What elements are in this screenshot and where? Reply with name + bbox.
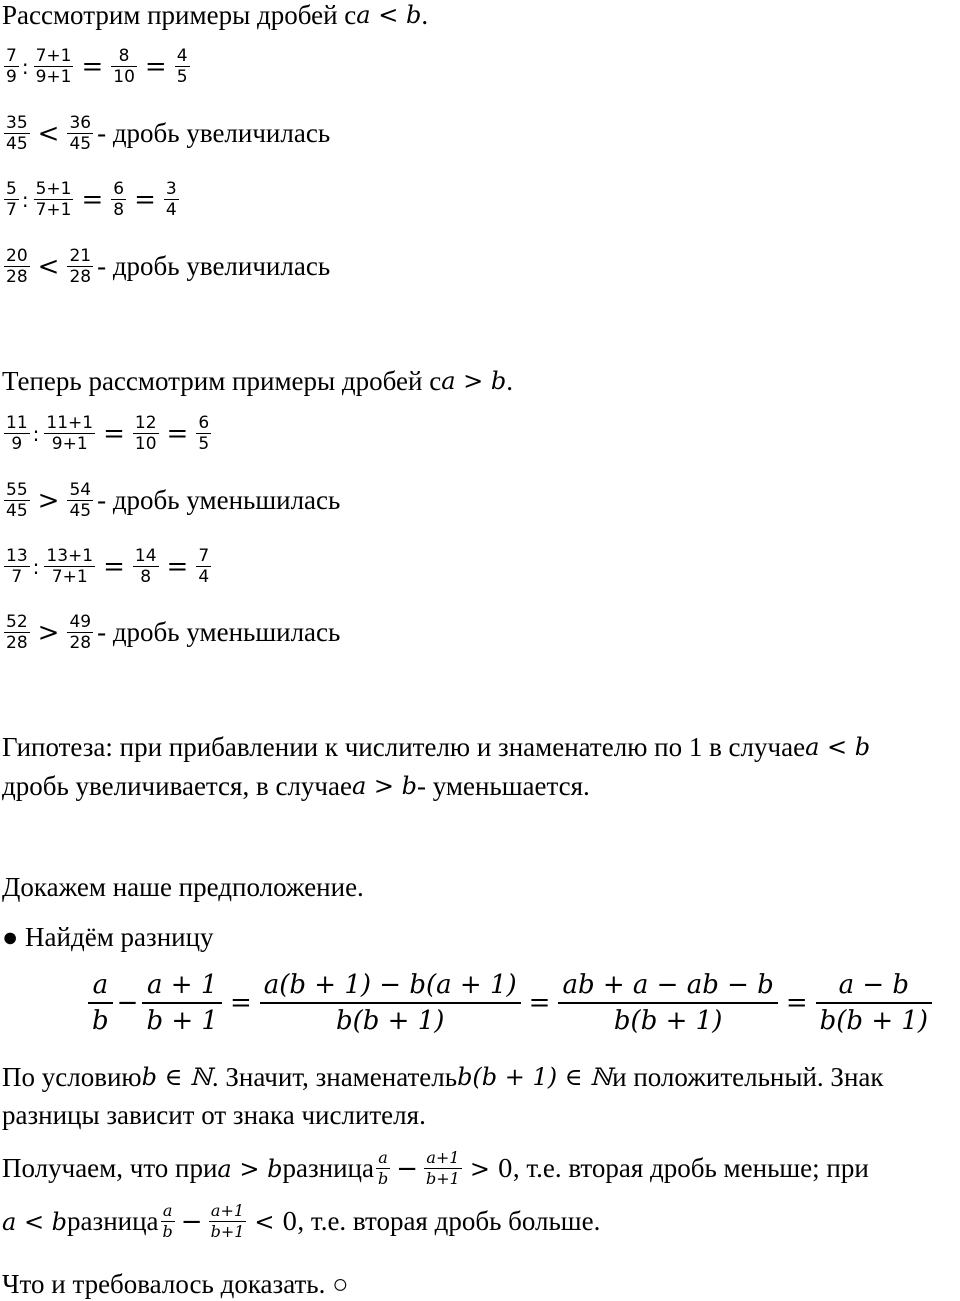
section1-intro-text: Рассмотрим примеры дробей с xyxy=(2,0,357,30)
condition-line1: По условию b ∈ ℕ . Значит, знаменатель b(b + 1) ∈ ℕ и положительный. Знак xyxy=(2,1061,884,1092)
fraction: $\frac{14}{8}$ xyxy=(134,546,157,588)
result-line2: a < b разница $\frac{a}{b}$ − $\frac{a+1}{b+1}$ < 0 , т.е. вторая дробь больше. xyxy=(2,1201,601,1242)
fraction: $\frac{a + 1}{b + 1}$ xyxy=(142,968,222,1038)
section2-intro: Теперь рассмотрим примеры дробей с a > b . xyxy=(2,365,513,396)
fraction: $\frac{49}{28}$ xyxy=(69,612,92,654)
section2-example1: $\frac{11}{9}$ : $\frac{11+1}{9+1}$ = $\frac{12}{10}$ = $\frac{6}{5}$ xyxy=(6,413,210,455)
fraction: $\frac{11}{9}$ xyxy=(6,413,28,455)
section2-comparison2: $\frac{52}{28}$ > $\frac{49}{28}$ - дробь уменьшилась xyxy=(6,612,341,654)
fraction: $\frac{11+1}{9+1}$ xyxy=(46,413,94,455)
section2-intro-text: Теперь рассмотрим примеры дробей с xyxy=(2,365,442,396)
section1-comparison2: $\frac{20}{28}$ < $\frac{21}{28}$ - дробь увеличилась xyxy=(6,246,331,288)
fraction: $\frac{20}{28}$ xyxy=(6,246,28,288)
section1-example1: $\frac{7}{9}$ : $\frac{7+1}{9+1}$ = $\frac{8}{10}$ = $\frac{4}{5}$ xyxy=(6,46,188,88)
section2-intro-condition: a > b xyxy=(441,367,507,395)
fraction: $\frac{54}{45}$ xyxy=(69,480,92,522)
fraction: $\frac{13}{7}$ xyxy=(6,546,28,588)
fraction: $\frac{6}{5}$ xyxy=(198,413,210,455)
difference-equation: $\frac{a}{b}$ − $\frac{a + 1}{b + 1}$ = $\frac{a(b + 1) - b(a + 1)}{b(b + 1)}$ = $\frac{ab + a - ab - b}{b(b + 1)}$ = $\frac{a - b}{b(b + 1)}$ xyxy=(86,968,934,1038)
fraction: $\frac{a+1}{b+1}$ xyxy=(210,1201,245,1242)
fraction: $\frac{7}{4}$ xyxy=(198,546,210,588)
fraction: $\frac{5+1}{7+1}$ xyxy=(35,179,72,221)
fraction: $\frac{35}{45}$ xyxy=(6,113,28,155)
fraction: $\frac{a}{b}$ xyxy=(162,1201,173,1242)
section2-example2: $\frac{13}{7}$ : $\frac{13+1}{7+1}$ = $\frac{14}{8}$ = $\frac{7}{4}$ xyxy=(6,546,210,588)
fraction: $\frac{7}{9}$ xyxy=(6,46,17,88)
section1-example2: $\frac{5}{7}$ : $\frac{5+1}{7+1}$ = $\frac{6}{8}$ = $\frac{3}{4}$ xyxy=(6,179,177,221)
result-line1: Получаем, что при a > b разница $\frac{a}{b}$ − $\frac{a+1}{b+1}$ > 0 , т.е. вторая дробь меньше; при xyxy=(2,1148,869,1189)
fraction: $\frac{52}{28}$ xyxy=(6,612,28,654)
section1-comparison1: $\frac{35}{45}$ < $\frac{36}{45}$ - дробь увеличилась xyxy=(6,113,331,155)
proof-heading: Докажем наше предположение. xyxy=(2,871,364,902)
fraction: $\frac{5}{7}$ xyxy=(6,179,17,221)
section1-intro-condition: a < b xyxy=(356,1,422,29)
fraction: $\frac{3}{4}$ xyxy=(165,179,177,221)
hypothesis-line2: дробь увеличивается, в случае a > b - уменьшается. xyxy=(2,770,590,801)
fraction: $\frac{55}{45}$ xyxy=(6,480,28,522)
fraction: $\frac{4}{5}$ xyxy=(176,46,188,88)
hypothesis-line1: Гипотеза: при прибавлении к числителю и знаменателю по 1 в случае a < b xyxy=(2,731,871,762)
fraction: $\frac{12}{10}$ xyxy=(134,413,157,455)
fraction: $\frac{13+1}{7+1}$ xyxy=(46,546,94,588)
fraction: $\frac{a+1}{b+1}$ xyxy=(426,1148,460,1189)
fraction: $\frac{6}{8}$ xyxy=(113,179,125,221)
fraction: $\frac{a}{b}$ xyxy=(377,1148,389,1189)
fraction: $\frac{21}{28}$ xyxy=(69,246,92,288)
section1-intro: Рассмотрим примеры дробей с a < b . xyxy=(2,0,429,30)
section2-comparison1: $\frac{55}{45}$ > $\frac{54}{45}$ - дробь уменьшилась xyxy=(6,480,341,522)
condition-line2: разницы зависит от знака числителя. xyxy=(2,1099,426,1130)
qed-line: Что и требовалось доказать. ○ xyxy=(2,1268,349,1299)
fraction: $\frac{36}{45}$ xyxy=(69,113,92,155)
fraction: $\frac{ab + a - ab - b}{b(b + 1)}$ xyxy=(558,968,777,1038)
fraction: $\frac{7+1}{9+1}$ xyxy=(35,46,72,88)
fraction: $\frac{a - b}{b(b + 1)}$ xyxy=(816,968,932,1038)
proof-step: ● Найдём разницу xyxy=(2,921,214,952)
fraction: $\frac{a(b + 1) - b(a + 1)}{b(b + 1)}$ xyxy=(260,968,521,1038)
fraction: $\frac{8}{10}$ xyxy=(113,46,135,88)
fraction: $\frac{a}{b}$ xyxy=(88,968,113,1038)
